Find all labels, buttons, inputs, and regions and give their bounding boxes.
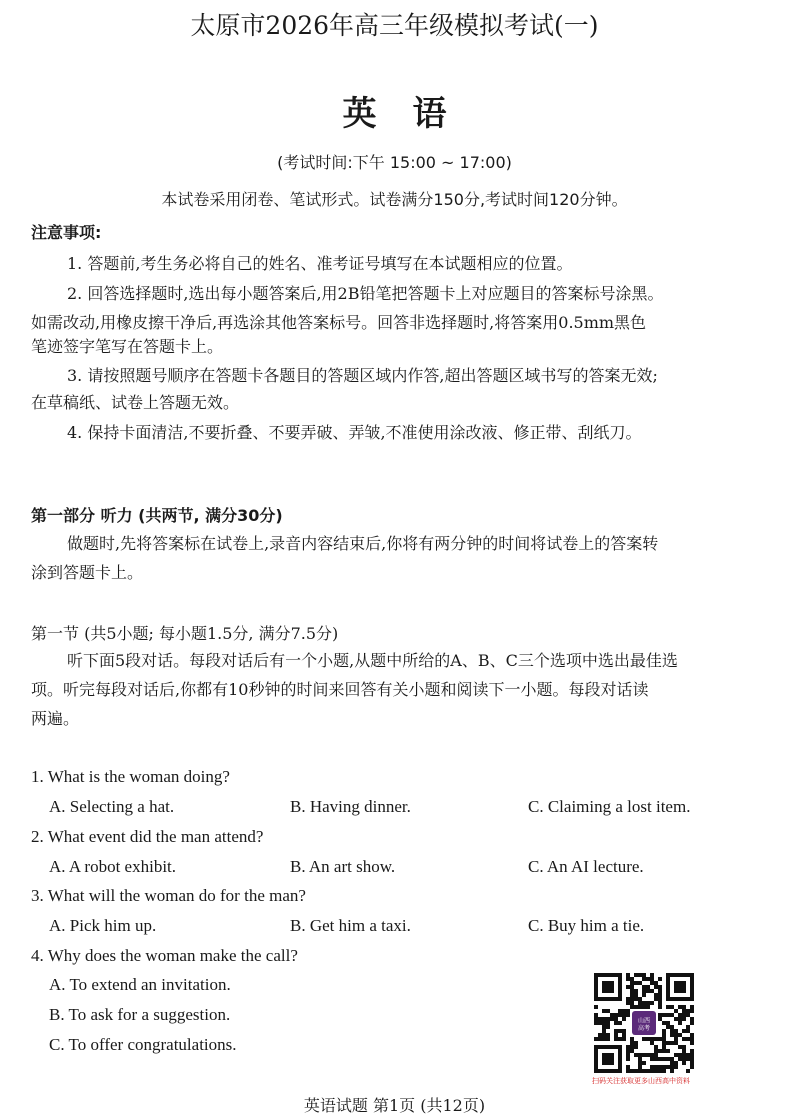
question-option: A. Selecting a hat. [49, 797, 175, 816]
qr-code-icon [588, 971, 700, 1087]
question-stem: 3. What will the woman do for the man? [31, 886, 306, 905]
subject-title: 英语 [342, 94, 483, 134]
question-option: B. Get him a taxi. [290, 916, 411, 935]
question-stem: 4. Why does the woman make the call? [31, 946, 298, 965]
question-option: C. Buy him a tie. [528, 916, 645, 935]
exam-title: 太原市2026年高三年级模拟考试(一) [190, 11, 599, 40]
notice-line: 2. 回答选择题时,选出每小题答案后,用2B铅笔把答题卡上对应题目的答案标号涂黑。 [67, 284, 664, 303]
qr-caption: 扫码关注获取更多山西高中资料 [592, 1077, 690, 1085]
question-option: C. An AI lecture. [528, 857, 644, 876]
question-option: A. To extend an invitation. [49, 975, 231, 994]
section1-heading: 第一节 (共5小题; 每小题1.5分, 满分7.5分) [31, 624, 339, 643]
notice-line: 1. 答题前,考生务必将自己的姓名、准考证号填写在本试题相应的位置。 [67, 254, 573, 273]
question-option: C. To offer congratulations. [49, 1035, 237, 1054]
section1-instruction-line: 听下面5段对话。每段对话后有一个小题,从题中所给的A、B、C三个选项中选出最佳选 [67, 651, 678, 670]
notice-line: 3. 请按照题号顺序在答题卡各题目的答题区域内作答,超出答题区域书写的答案无效; [67, 366, 658, 385]
svg-text:高考: 高考 [637, 1024, 651, 1032]
part1-heading: 第一部分 听力 (共两节, 满分30分) [31, 506, 283, 525]
question-option: C. Claiming a lost item. [528, 797, 691, 816]
question-option: A. A robot exhibit. [49, 857, 177, 876]
notice-line: 在草稿纸、试卷上答题无效。 [31, 393, 240, 412]
notice-line: 笔迹签字笔写在答题卡上。 [31, 337, 224, 356]
question-option: B. Having dinner. [290, 797, 411, 816]
exam-format: 本试卷采用闭卷、笔试形式。试卷满分150分,考试时间120分钟。 [161, 190, 628, 209]
notice-heading: 注意事项: [31, 223, 102, 242]
question-option: A. Pick him up. [49, 916, 157, 935]
svg-text:山西: 山西 [637, 1017, 651, 1025]
notice-line: 如需改动,用橡皮擦干净后,再选涂其他答案标号。回答非选择题时,将答案用0.5mm黑色 [31, 313, 647, 332]
exam-time: (考试时间:下午 15:00 ~ 17:00) [277, 153, 512, 172]
notice-line: 4. 保持卡面清洁,不要折叠、不要弄破、弄皱,不准使用涂改液、修正带、刮纸刀。 [67, 423, 642, 442]
part1-instruction-line: 涂到答题卡上。 [31, 563, 144, 582]
question-stem: 1. What is the woman doing? [31, 767, 230, 786]
question-option: B. An art show. [290, 857, 396, 876]
page-footer: 英语试题 第1页 (共12页) [303, 1096, 486, 1115]
part1-instruction-line: 做题时,先将答案标在试卷上,录音内容结束后,你将有两分钟的时间将试卷上的答案转 [67, 534, 659, 553]
question-option: B. To ask for a suggestion. [49, 1005, 231, 1024]
section1-instruction-line: 项。听完每段对话后,你都有10秒钟的时间来回答有关小题和阅读下一小题。每段对话读 [31, 680, 649, 699]
question-stem: 2. What event did the man attend? [31, 827, 264, 846]
qr-code-graphic [588, 971, 700, 1075]
section1-instruction-line: 两遍。 [31, 709, 80, 728]
